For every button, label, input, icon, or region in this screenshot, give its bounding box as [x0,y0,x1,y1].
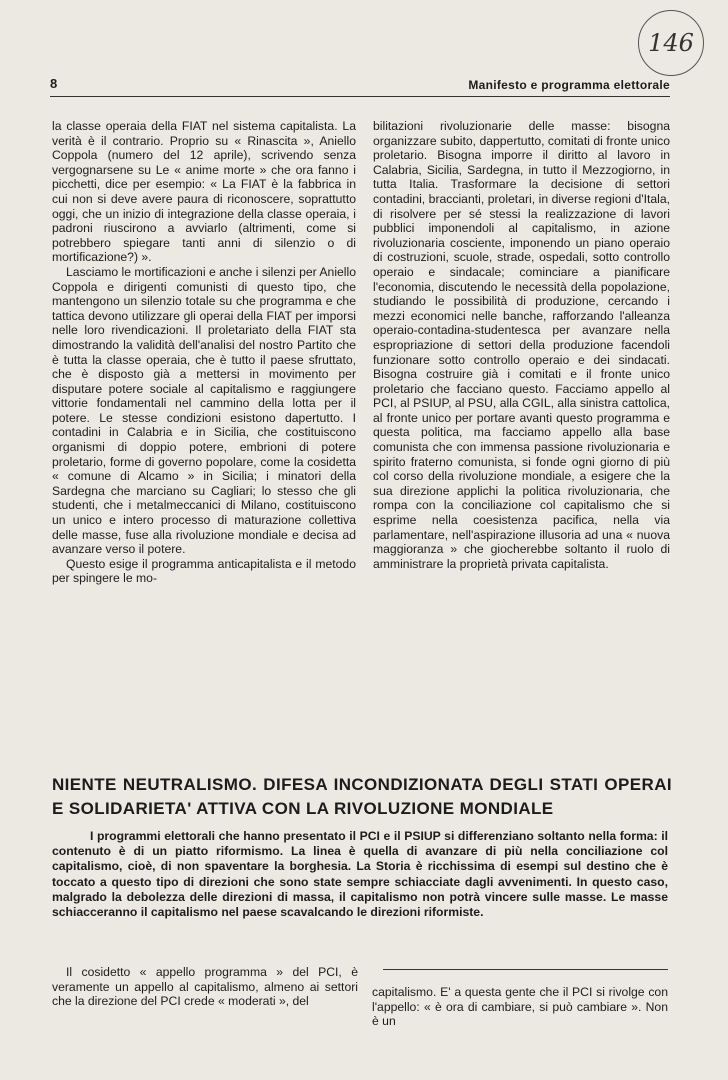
page-header [50,74,670,97]
left-column [52,119,356,586]
left-paragraph-2: Lasciamo le mortificazioni e anche i silenzi per Aniello Coppola e dirigenti comunisti di questo tipo, che mantengono un silenzio totale su che programma e che tattica devono utilizzare gli operai della FIAT per imporsi nelle loro rivendicazioni. Il proletariato della FIAT sta dimostrando la validità dell'analisi del nostro Partito che è tutta la classe operaia, che è tutto il paese sfruttato, che è disposto già a mettersi in movimento per disputare potere sociale al capitalismo e raggiungere vittorie fondamentali nel cammino della lotta per il potere. Le stesse condizioni esistono dapertutto. I contadini in Calabria e in Sicilia, che costituiscono organismi di doppio potere, embrioni di potere proletario, forme di governo popolare, come la cosidetta « comune di Alcamo » in Sicilia; i minatori della Sardegna che marciano su Cagliari; lo stesso che gli studenti, che i metalmeccanici di Milano, costituiscono un unico e intero processo di maturazione collettiva delle masse, fuse alla rivoluzione mondiale e decisa ad avanzare verso il potere. [52,264,356,557]
left-paragraph-1: la classe operaia della FIAT nel sistema capitalista. La verità è il contrario. Proprio su « Rinascita », Aniello Coppola (numero del 12 aprile), scrivendo senza vergognarsene su Le « anime morte » che ora fanno i picchetti, dice per esempio: « La FIAT è la fabbrica in cui non si deve avere paura di riconoscere, soprattutto oggi, che un inizio di integrazione della classe operaia, i padroni riuscirono a avviarlo (altrimenti, come si potrebbero spiegare tanti anni di silenzio o di mortificazione?) ». [52,119,356,265]
right-paragraph-1: bilitazioni rivoluzionarie delle masse: bisogna organizzare subito, dappertutto, comitati di fronte unico proletario. Bisogna imporre il diritto al lavoro in Calabria, Sicilia, Sardegna, in tutto il Mezzogiorno, in tutta Italia. Trasformare la decisione di settori contadini, braccianti, proletari, in diverse regioni d'Itala, di risolvere per sé stessi la realizzazione di lavori pubblici imponendoli al capitalismo, in azione rivoluzionaria cosciente, imponendo un piano operaio di costruzioni, scuole, strade, ospedali, sotto controllo operaio e sindacale; cominciare a pianificare l'economia, discutendo le necessità della popolazione, studiando le possibilità di produzione, cercando i mezzi economici nelle banche, rafforzando l'alleanza operaio-contadina-studentesca per avanzare nella espropriazione di settori della produzione facendoli funzionare sotto controllo operaio e dei sindacati. Bisogna costruire già i comitati e il fronte unico proletario che facciano questo. Facciamo appello al PCI, al PSIUP, al PSU, alla CGIL, alla sinistra cattolica, al fronte unico per portare avanti questo programma e questa politica, ma facciamo appello alla base comunista che con immensa passione rivoluzionaria e spirito fraterno comunista, si fonde ogni giorno di più col corso della rivoluzione mondiale, a esigere che la sua direzione applichi la politica rivoluzionaria, che rompa con la conciliazione col capitalismo che si esprime nella coesistenza pacifica, nella via parlamentare, nell'aspirazione illusoria ad una « nuova maggioranza » che giocherebbe soltanto il ruolo di amministrare la proprietà privata capitalista. [373,119,670,571]
section-heading: NIENTE NEUTRALISMO. DIFESA INCONDIZIONATA DEGLI STATI OPERAI E SOLIDARIETA' ATTIVA CON LA RIVOLUZIONE MONDIALE [52,775,672,818]
left-paragraph-3: Questo esige il programma anticapitalista e il metodo per spingere le mo- [52,556,356,586]
archive-number: 146 [648,29,694,57]
right-column [373,119,670,571]
bottom-left-column [52,965,358,1009]
bottom-right-paragraph: capitalismo. E' a questa gente che il PCI si rivolge con l'appello: « è ora di cambiare, si può cambiare ». Non è un [372,985,668,1029]
bottom-left-paragraph: Il cosidetto « appello programma » del PCI, è veramente un appello al capitalismo, almeno ai settori che la direzione del PCI crede « moderati », del [52,965,358,1009]
archive-stamp [638,10,704,76]
section-intro: I programmi elettorali che hanno presentato il PCI e il PSIUP si differenziano soltanto nella forma: il contenuto è di un piatto riformismo. La linea è quella di avanzare di più nella conciliazione col capitalismo, cioè, di non spaventare la borghesia. La Storia è ricchissima di esempi sul destino che è toccato a questo tipo di direzioni che sono state sempre schiacciate dagli avvenimenti. In questo caso, malgrado la debolezza delle direzioni di massa, il capitalismo non potrà vincere sulle masse. Le masse schiacceranno il capitalismo nel paese scavalcando le direzioni riformiste. [52,829,668,920]
running-title: Manifesto e programma elettorale [468,78,670,92]
column-divider [383,969,668,970]
page-number: 8 [50,76,58,91]
bottom-right-column [372,985,668,1029]
